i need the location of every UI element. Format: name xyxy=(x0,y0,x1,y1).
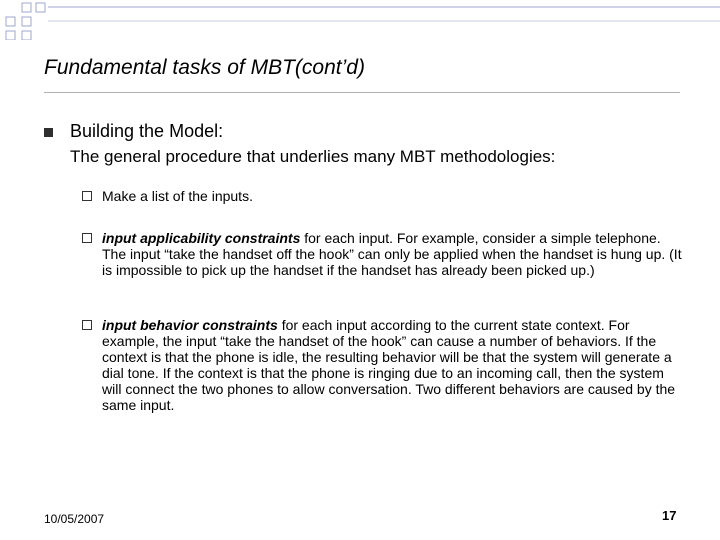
section-heading: Building the Model: xyxy=(70,121,224,141)
list-item-text xyxy=(102,230,682,278)
list-item-text xyxy=(102,188,682,204)
list-item-body: for each input according to the current state context. For example, the input “take the handset of the hook” can cause a number of behaviors. If the context is that the phone is idle, the resulting behavior will be that the system will generate a dial tone. If the context is that the phone is ringing due to an incoming call, then the system will connect the two phones to allow conversation. Two different behaviors are caused by the same input. xyxy=(102,317,676,413)
title-divider xyxy=(44,92,680,93)
hollow-square-bullet-icon xyxy=(82,233,92,243)
hollow-square-bullet-icon xyxy=(82,320,92,330)
section-subheading: The general procedure that underlies many MBT methodologies: xyxy=(70,147,556,166)
list-item-text xyxy=(102,317,682,413)
footer-date: 10/05/2007 xyxy=(44,512,105,526)
list-item-body: for each input. For example, consider a simple telephone. The input “take the handset off the hook” can only be applied when the handset is hung up. (It is impossible to pick up the handset if the handset has already been picked up.) xyxy=(102,230,682,278)
hollow-square-bullet-icon xyxy=(82,191,92,201)
header-decoration xyxy=(0,0,720,40)
list-item-emphasis: input applicability constraints xyxy=(102,230,301,246)
slide-title: Fundamental tasks of MBT(cont’d) xyxy=(44,56,365,79)
square-bullet-icon xyxy=(44,128,53,137)
list-item-emphasis: input behavior constraints xyxy=(102,317,278,333)
page-number: 17 xyxy=(662,508,677,523)
list-item-body: Make a list of the inputs. xyxy=(102,188,253,204)
